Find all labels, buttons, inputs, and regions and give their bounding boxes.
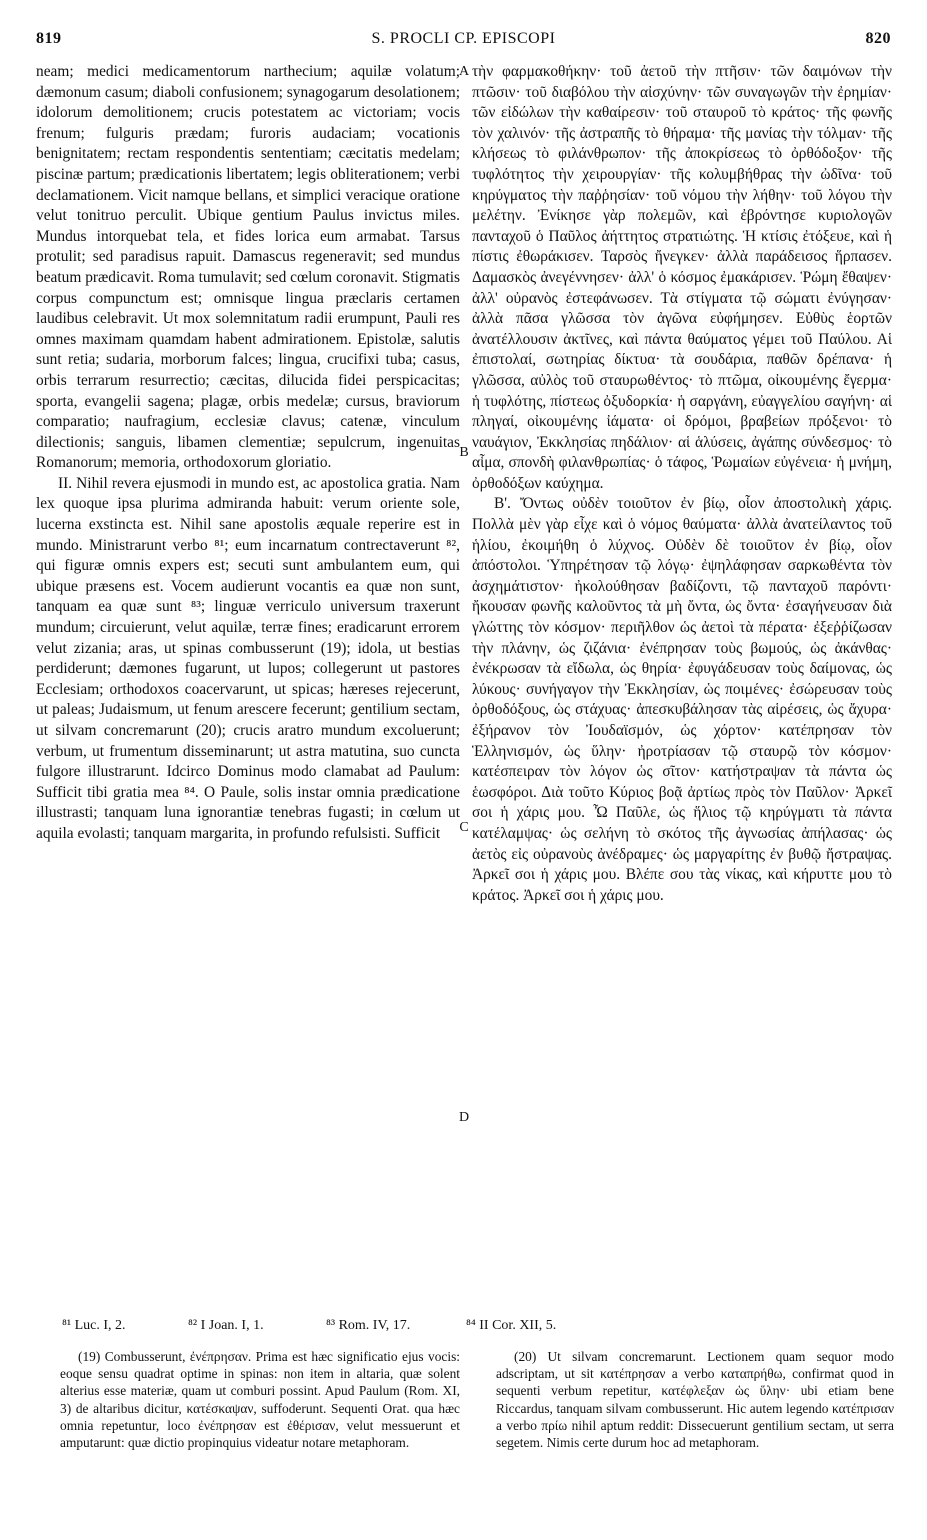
page-number-right: 820 [865,30,891,47]
scripture-references [36,1318,891,1338]
footnote-20 [496,1348,894,1451]
reference-item: ⁸⁴ II Cor. XII, 5. [466,1318,557,1333]
reference-item: ⁸¹ Luc. I, 2. [62,1318,126,1333]
footnote-text: (20) Ut silvam concremarunt. Lectionem quam sequor modo adscriptam, ut sit κατέπρησαν a verbo καταπρήθω, confirmat quod in sequenti verbum repetitur, κατέφλεξαν ὡς ὕλην· ubi etiam bene Riccardus, tanquam silvam combusserunt. Hic autem legendo κατέπρισαν a verbo πρίω nihil aptum reddit: Dissecuerunt gentilium sectam, ut serra segetem. Nimis certe durum hoc ad metaphoram. [496,1349,894,1451]
footnote-19 [60,1348,460,1451]
latin-paragraph: II. Nihil revera ejusmodi in mundo est, ac apostolica gratia. Nam lex quoque ipsa plurima admiranda habuit: verum oriente sole, lucerna exstincta est. Nihil sane apostolis æquale reperire est in mundo. Ministrarunt verbo ⁸¹; eum incarnatum contrectaverunt ⁸², qui figuræ omnis expers est; secuti sunt ambulantem eum, qui ubique præsens est. Vocem audierunt vocantis ea quæ non sunt, tanquam ea quæ sunt ⁸³; linguæ verriculo universum traxerunt mundum; circuierunt, velut aquilæ, terræ fines; eradicarunt errorem velut zizania; aras, ut spinas combusserunt (19); idola, ut bestias perdiderunt; dæmones fugarunt, ut lupos; collegerunt ut pastores Ecclesiam; orthodoxos coacervarunt, ut spicas; hæreses rejecerunt, ut paleas; Judaismum, ut fenum arescere fecerunt; gentilium sectam, ut silvam concremarunt (20); crucis aratro mundum excoluerunt; verbum, ut frumentum disseminarunt; ut astra matutina, suo cuncta fulgore illustrarunt. Idcirco Dominus modo clamabat ad Paulum: Sufficit tibi gratia mea ⁸⁴. O Paule, solis instar omnia prædicatione illustrasti; tanquam luna ignorantiæ tenebras fugasti; in cœlum ut aquila evolasti; tanquam margarita, in profundo refulsisti. Sufficit [36,474,460,842]
greek-column [472,62,892,906]
margin-mark-d: D [458,1110,470,1125]
greek-paragraph: Β'. Ὄντως οὐδὲν τοιοῦτον ἐν βίῳ, οἷον ἀποστολικὴ χάρις. Πολλὰ μὲν γὰρ εἶχε καὶ ὁ νόμος θαύματα· ἀλλὰ ἀνατείλαντος τοῦ ἡλίου, ἐκοιμήθη ὁ λύχνος. Οὐδὲν δὲ τοιοῦτον ἐν βίῳ, οἷον ἀπόστολοι. Ὑπηρέτησαν τῷ λόγῳ· ἐψηλάφησαν σαρκωθέντα τὸν ἀσχημάτιστον· ἠκολούθησαν βαδίζοντι, τῷ πανταχοῦ παρόντι· ἤκουσαν φωνῆς καλοῦντος τὰ μὴ ὄντα, ὡς ὄντα· ἐσαγήνευσαν διὰ γλώττης τὸν κόσμον· περιῆλθον ὡς ἀετοὶ τὰ πέρατα· ἐξεῤῥίζωσαν τὴν πλάνην, ὡς ζιζάνια· ἐνέπρησαν τοὺς βωμούς, ὡς ἀκάνθας· ἐνέκρωσαν τὰ εἴδωλα, ὡς θηρία· ἐφυγάδευσαν τοὺς δαίμονας, ὡς λύκους· συνήγαγον τὴν Ἐκκλησίαν, ὡς ποιμένες· ἐσώρευσαν τοὺς ὀρθοδόξους, ὡς στάχυας· ἀπεσκυβάλησαν τὰς αἱρέσεις, ὡς ἄχυρα· ἐξήρανον τὸν Ἰουδαϊσμόν, ὡς χόρτον· κατέπρησαν τὸν Ἑλληνισμόν, ὡς ὕλην· ἠροτρίασαν τῷ σταυρῷ τὸν κόσμον· κατέσπειραν τὸν λόγον ὡς σῖτον· κατήστραψαν τὰ πάντα ὡς ἑωσφόροι. Διὰ τοῦτο Κύριος βοᾷ ἀρτίως πρὸς τὸν Παῦλον· Ἀρκεῖ σοι ἡ χάρις μου. Ὦ Παῦλε, ὡς ἥλιος τῷ κηρύγματι τὰ πάντα κατέλαμψας· ὡς σελήνη τὸ σκότος τῆς ἀγνωσίας ἀπήλασας· ὡς ἀετὸς εἰς οὐρανοὺς ἀνέδραμες· ὡς μαργαρίτης ἐν βυθῷ ἤστραψας. Ἀρκεῖ σοι ἡ χάρις μου. Βλέπε σου τὰς νίκας, καὶ κήρυττε μου τὸ κράτος. Ἀρκεῖ σοι ἡ χάρις μου. [472,495,892,904]
running-header [36,30,891,56]
reference-item: ⁸³ Rom. IV, 17. [326,1318,411,1333]
margin-mark-c: C [459,820,469,835]
latin-column [36,62,460,845]
margin-mark-b: B [459,445,469,460]
running-title: S. PROCLI CP. EPISCOPI [371,30,556,47]
footnote-text: (19) Combusserunt, ἐνέπρησαν. Prima est hæc significatio ejus vocis: eoque sensu quadrat optime in spinas: non item in altaria, quæ solent alterius esse materiæ, quam ut comburi possint. Apud Paulum (Rom. XI, 3) de altaribus dicitur, κατέσκαψαν, suffoderunt. Sequenti Orat. qua hæc omnia repetuntur, loco ἐνέπρησαν est ἐθέρισαν, velut messuerunt et amputarunt: quæ dictio propinquius videatur notare metaphoram. [60,1349,460,1451]
margin-mark-a: A [458,64,470,79]
page-number-left: 819 [36,30,62,47]
reference-item: ⁸² I Joan. I, 1. [188,1318,264,1333]
latin-paragraph: neam; medici medicamentorum narthecium; aquilæ volatum; dæmonum casum; diaboli confusionem; synagogarum desolationem; idolorum demolitionem; crucis potestatem ac victoriam; vocis frenum; fulguris prædam; furoris audaciam; vocationis benignitatem; rectam respondentis sententiam; cæcitatis medelam; piscinæ partum; prædicationis libertatem; legis obliterationem; verbi declamationem. Vicit namque bellans, et simplici veracique oratione velut tonitruo perculit. Ubique gentium Paulus invictus miles. Mundus intorquebat tela, et fides lorica eum armabat. Tarsus protulit; sed paradisus rapuit. Damascus regeneravit; sed mundus beatum prædicavit. Roma tumulavit; sed cœlum coronavit. Stigmatis corpus compunctum est; omnisque lingua præclaris certamen laudibus celebravit. Ut mox solemnitatum radii erumpunt, Pauli res omnes maximam quamdam habent admirationem. Epistolæ, salutis sunt retia; sudaria, morborum falces; lingua, crucifixi tuba; casus, orbis terrarum resurrectio; cæcitas, dilucida fidei perspicacitas; sporta, evangelii sagena; plagæ, orbis medelæ; cursus, braviorum comparatio; naufragium, ecclesiæ clavus; catenæ, vinculum dilectionis; sanguis, libamen clementiæ; sepulcrum, ingenuitas Romanorum; memoria, orthodoxorum gloriatio. [36,63,460,472]
greek-paragraph: τὴν φαρμακοθήκην· τοῦ ἀετοῦ τὴν πτῆσιν· τῶν δαιμόνων τὴν πτῶσιν· τοῦ διαβόλου τὴν αἰσχύνην· τῶν συναγωγῶν τὴν ἐρημίαν· τῶν εἰδώλων τὴν καθαίρεσιν· τοῦ σταυροῦ τὸ κράτος· τῆς φωνῆς τὸν χαλινόν· τῆς ἀστραπῆς τὸ θήραμα· τῆς μανίας τὴν τόλμαν· τῆς κλήσεως τὸ φιλάνθρωπον· τῆς ἀποκρίσεως τὸ ὀρθόδοξον· τῆς τυφλότητος τὴν χειρουργίαν· τῆς κολυμβήθρας τὴν ὠδῖνα· τοῦ κηρύγματος τὴν παῤῥησίαν· τοῦ νόμου τὴν λήθην· τοῦ λόγου τὴν μελέτην. Ἐνίκησε γὰρ πολεμῶν, καὶ ἐβρόντησε κυριολογῶν πανταχοῦ ὁ Παῦλος ἀήττητος στρατιώτης. Ἡ κτίσις ἐτόξευε, καὶ ἡ πίστις ἐθωράκισεν. Ταρσὸς ἤνεγκεν· ἀλλὰ παράδεισος ἥρπασεν. Δαμασκὸς ἀνεγέννησεν· ἀλλ' ὁ κόσμος ἐμακάρισεν. Ῥώμη ἔθαψεν· ἀλλ' οὐρανὸς ἐστεφάνωσεν. Τὰ στίγματα τῷ σώματι ἐνύγησαν· ἀλλὰ πᾶσα γλῶσσα τὸν ἀγῶνα εὐφήμησεν. Εὐθὺς ἑορτῶν ἀνατέλλουσιν ἀκτῖνες, καὶ πάντα θαύματος γέμει τοῦ Παύλου. Αἱ ἐπιστολαί, σωτηρίας δίκτυα· τὰ σουδάρια, παθῶν δρέπανα· ἡ γλῶσσα, αὐλὸς τοῦ σταυρωθέντος· τὸ πτῶμα, οἰκουμένης ἔγερμα· ἡ τυφλότης, πίστεως ὀξυδορκία· ἡ σαργάνη, εὐαγγελίου σαγήνη· αἱ πληγαί, οἰκουμένης ἰάματα· οἱ δρόμοι, βραβείων πρόξενοι· τὸ ναυάγιον, Ἐκκλησίας πηδάλιον· αἱ ἁλύσεις, ἀγάπης σύνδεσμος· τὸ αἷμα, σπονδὴ φιλανθρωπίας· ὁ τάφος, Ῥωμαίων εὐγένεια· ἡ μνήμη, ὀρθοδόξων καύχημα. [472,63,892,492]
